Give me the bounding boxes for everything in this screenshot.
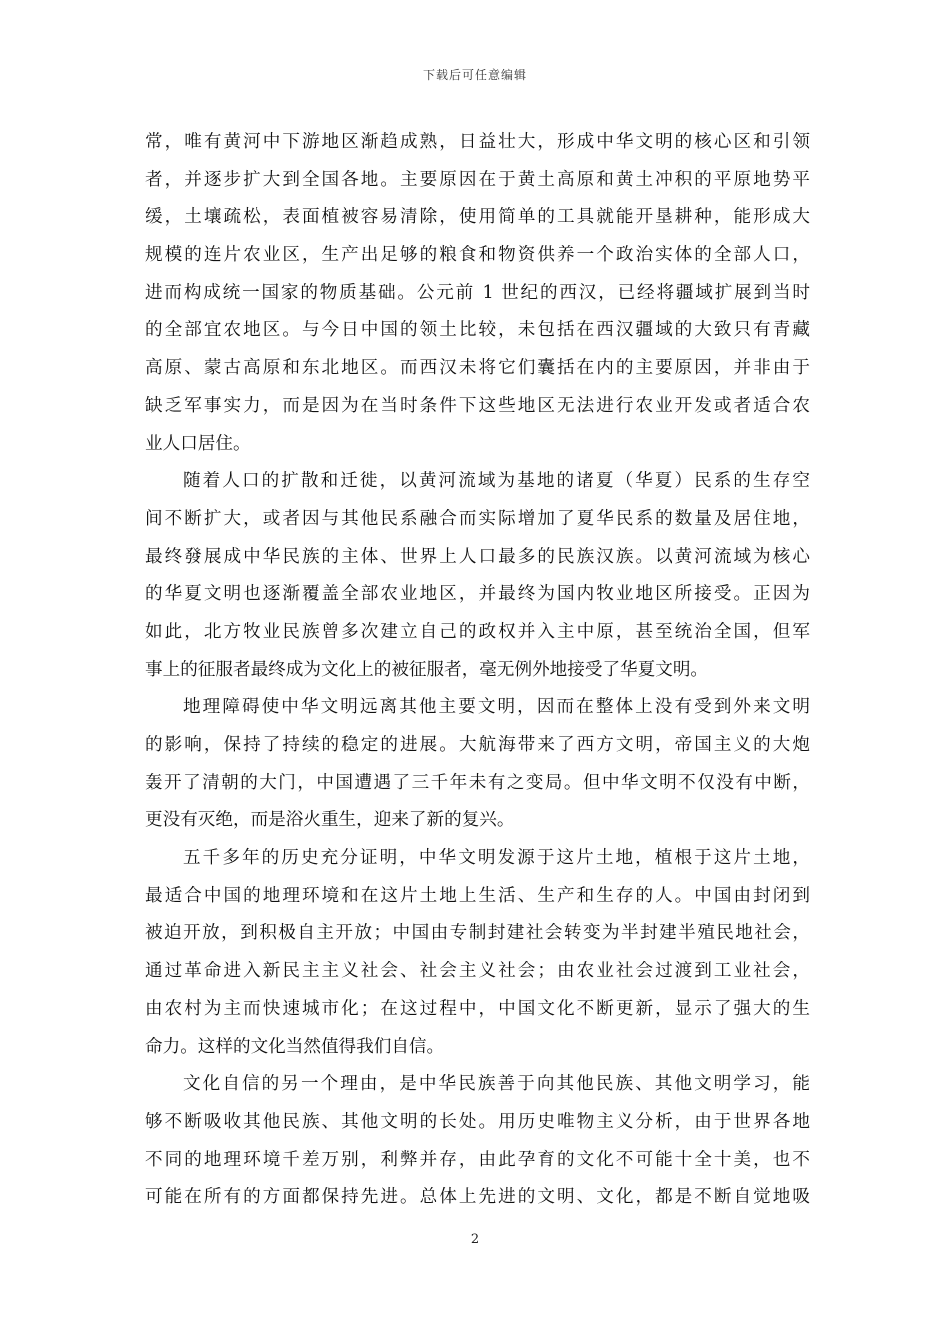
paragraph	[145, 689, 810, 840]
text-line: 如此，北方牧业民族曾多次建立自己的政权并入主中原，甚至统治全国，但军	[145, 621, 810, 642]
text-line: 由农村为主而快速城市化；在这过程中，中国文化不断更新，显示了强大的生	[145, 998, 810, 1019]
text-line: 随着人口的扩散和迁徙，以黄河流域为基地的诸夏（华夏）民系的生存空	[183, 471, 810, 492]
text-line: 命力。这样的文化当然值得我们自信。	[145, 1036, 445, 1057]
text-line: 五千多年的历史充分证明，中华文明发源于这片土地，植根于这片土地，	[183, 848, 810, 869]
text-line: 事上的征服者最终成为文化上的被征服者，毫无例外地接受了华夏文明。	[145, 659, 709, 680]
text-line: 常，唯有黄河中下游地区渐趋成熟，日益壮大，形成中华文明的核心区和引领	[145, 132, 810, 152]
text-line: 者，并逐步扩大到全国各地。主要原因在于黄土高原和黄土冲积的平原地势平	[145, 169, 810, 190]
text-line: 的影响，保持了持续的稳定的进展。大航海带来了西方文明，帝国主义的大炮	[145, 735, 810, 755]
text-line: 缓，土壤疏松，表面植被容易清除，使用简单的工具就能开垦耕种，能形成大	[145, 207, 810, 228]
text-line: 缺乏军事实力，而是因为在当时条件下这些地区无法进行农业开发或者适合农	[145, 395, 810, 416]
text-line: 地理障碍使中华文明远离其他主要文明，因而在整体上没有受到外来文明	[183, 697, 810, 718]
paragraph	[145, 1066, 810, 1217]
text-line: 高原、蒙古高原和东北地区。而西汉未将它们囊括在内的主要原因，并非由于	[145, 358, 810, 379]
text-line: 最适合中国的地理环境和在这片土地上生活、生产和生存的人。中国由封闭到	[145, 885, 810, 906]
text-line: 被迫开放，到积极自主开放；中国由专制封建社会转变为半封建半殖民地社会，	[145, 923, 810, 944]
text-line: 文化自信的另一个理由，是中华民族善于向其他民族、其他文明学习，能	[183, 1074, 810, 1095]
text-line: 轰开了清朝的大门，中国遭遇了三千年未有之变局。但中华文明不仅没有中断，	[145, 772, 810, 793]
page-header: 下载后可任意编辑	[422, 68, 527, 82]
text-line: 的全部宜农地区。与今日中国的领土比较，未包括在西汉疆域的大致只有青藏	[145, 320, 810, 341]
text-line: 间不断扩大，或者因与其他民系融合而实际增加了夏华民系的数量及居住地，	[145, 508, 810, 529]
text-line: 不同的地理环境千差万别，利弊并存，由此孕育的文化不可能十全十美，也不	[145, 1149, 810, 1170]
text-line: 通过革命进入新民主主义社会、社会主义社会；由农业社会过渡到工业社会，	[145, 961, 810, 982]
document-body	[145, 124, 810, 1217]
text-line: 够不断吸收其他民族、其他文明的长处。用历史唯物主义分析，由于世界各地	[145, 1111, 810, 1132]
page-number: 2	[470, 1232, 480, 1247]
text-line: 规模的连片农业区，生产出足够的粮食和物资供养一个政治实体的全部人口，	[145, 245, 810, 266]
text-line: 最终發展成中华民族的主体、世界上人口最多的民族汉族。以黄河流域为核心	[145, 546, 810, 567]
text-line: 可能在所有的方面都保持先进。总体上先进的文明、文化，都是不断自觉地吸	[145, 1187, 810, 1208]
paragraph	[145, 840, 810, 1066]
paragraph	[145, 463, 810, 689]
text-line: 更没有灭绝，而是浴火重生，迎来了新的复兴。	[145, 810, 515, 831]
text-line: 业人口居住。	[145, 433, 251, 454]
paragraph	[145, 124, 810, 463]
text-line: 的华夏文明也逐渐覆盖全部农业地区，并最终为国内牧业地区所接受。正因为	[145, 584, 810, 605]
text-line: 进而构成统一国家的物质基础。公元前 1 世纪的西汉，已经将疆域扩展到当时	[145, 282, 810, 303]
